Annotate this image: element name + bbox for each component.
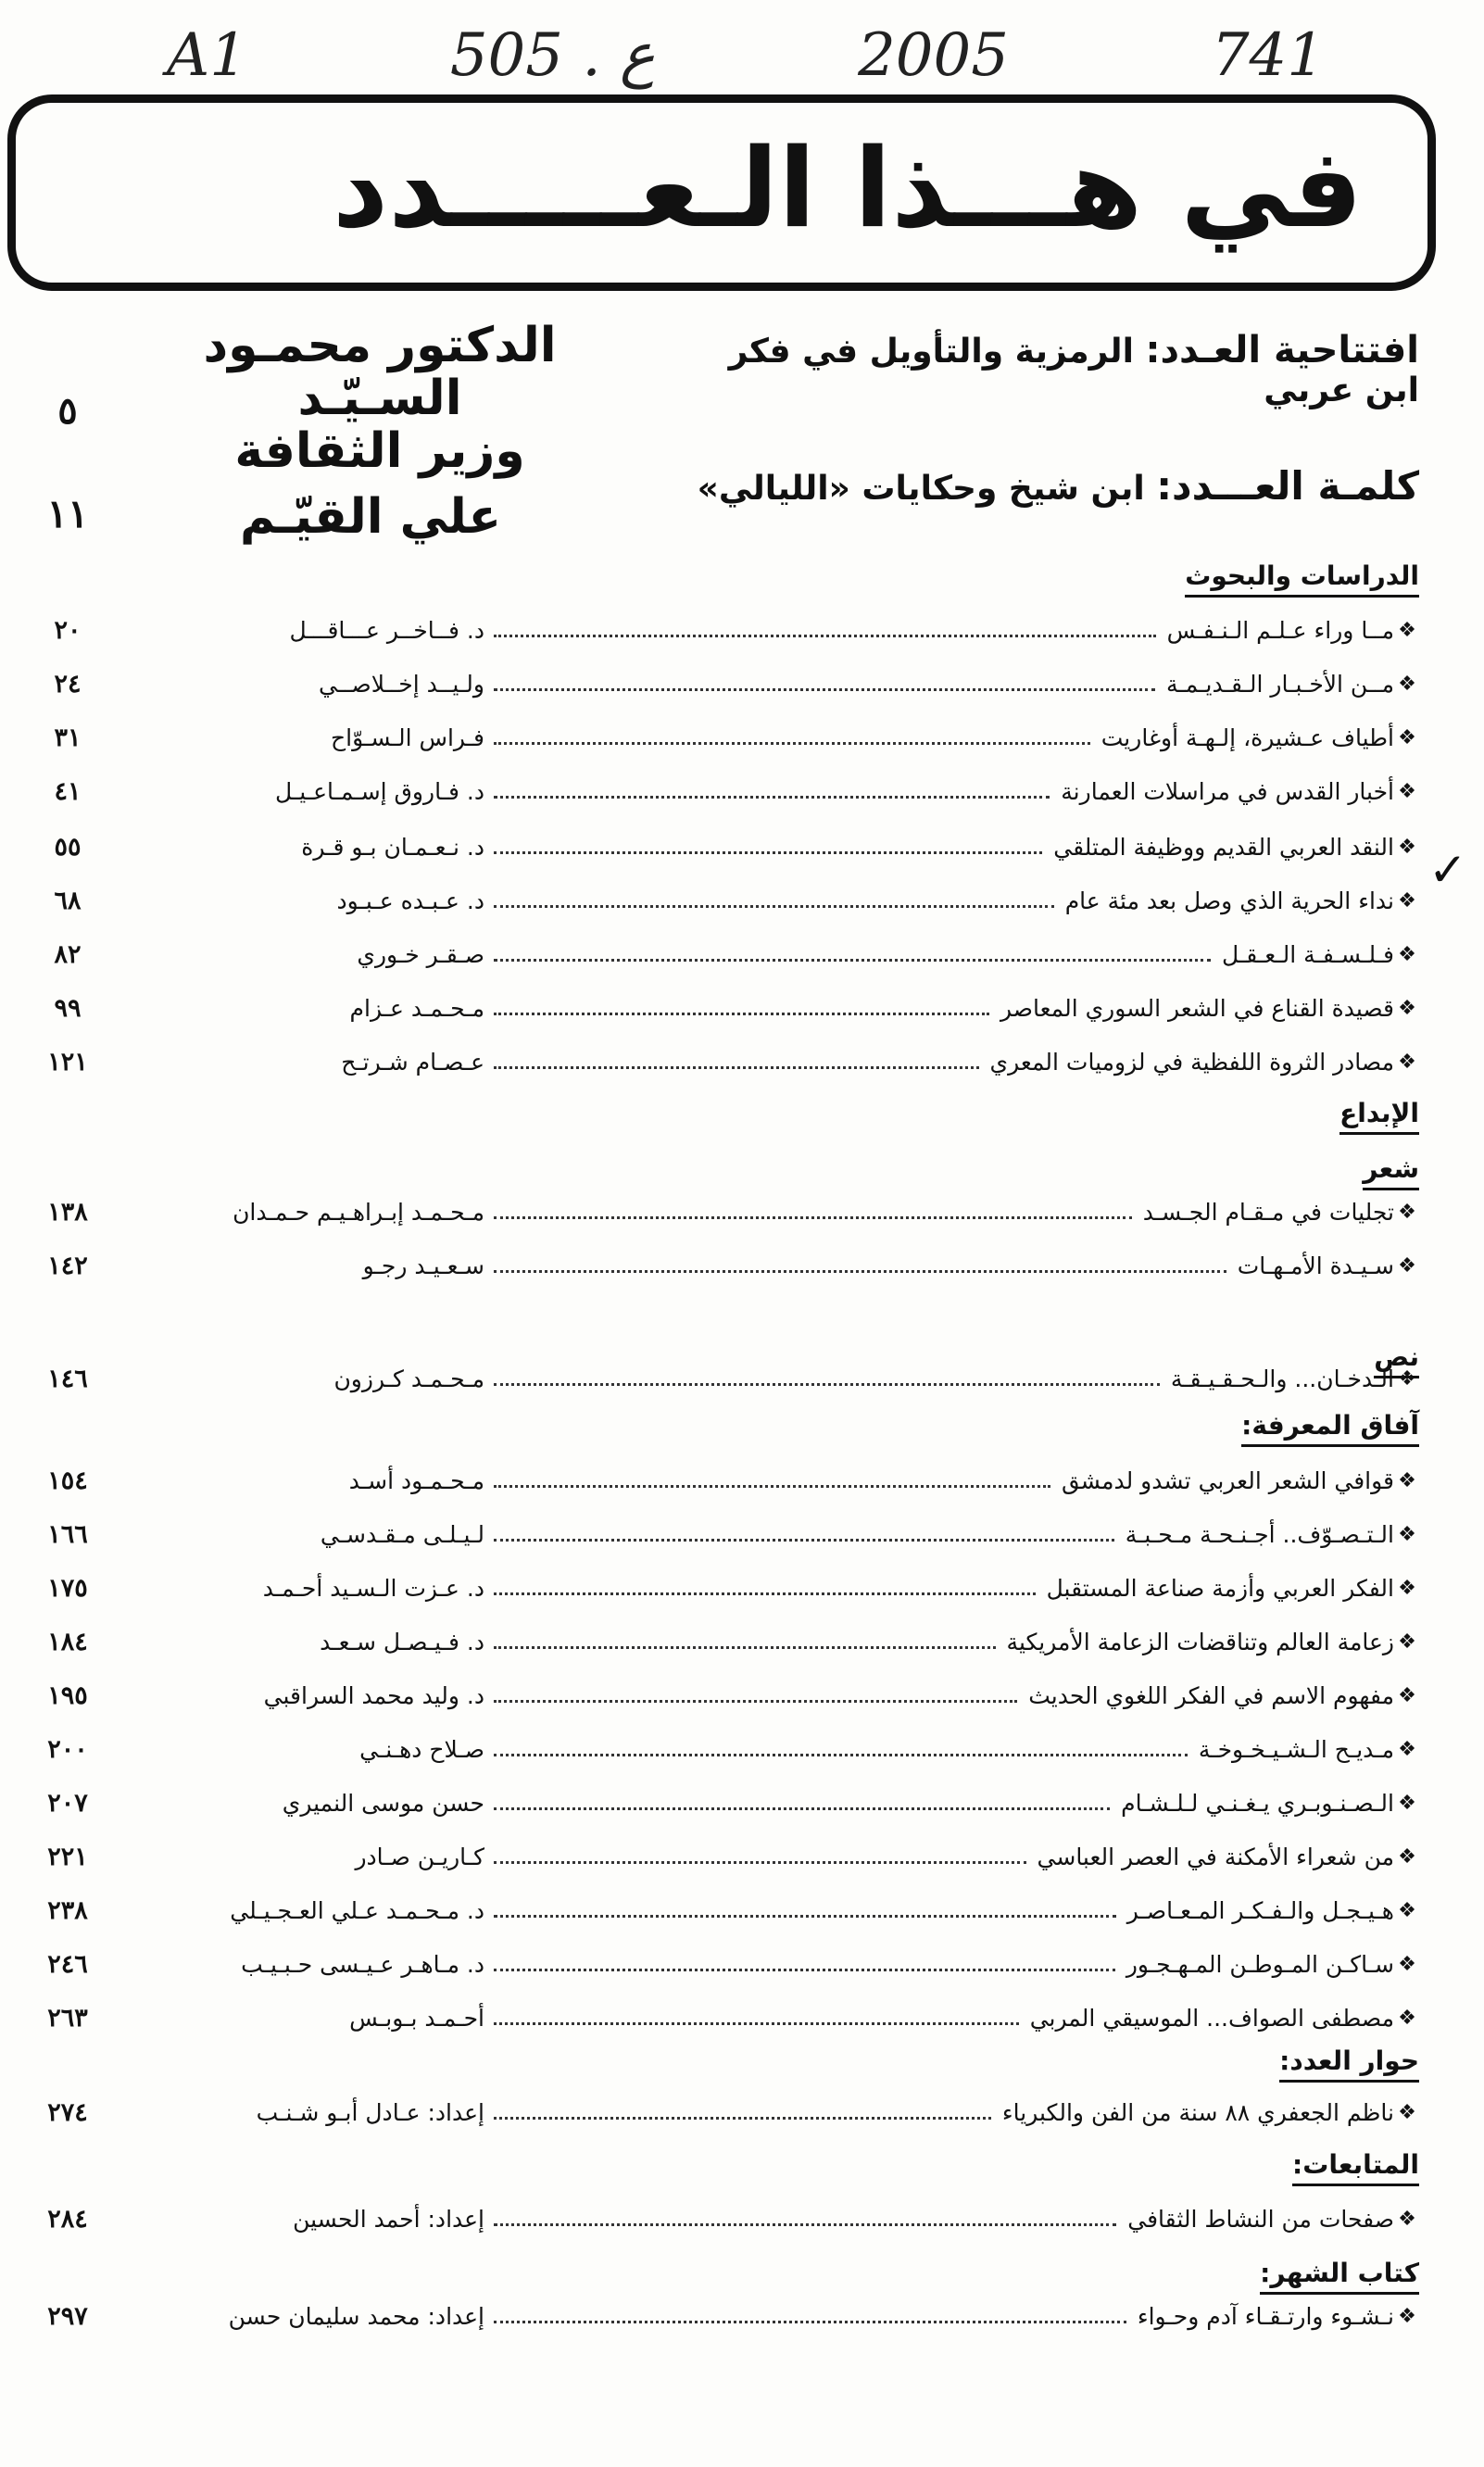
page-title: في هـــذا الـعـــــدد (332, 124, 1363, 252)
entry-page: ٢٣٨ (47, 1895, 88, 1925)
entry-author: إعداد: عـادل أبـو شـنـب (256, 2098, 484, 2126)
entry-title: من شعراء الأمكنة في العصر العباسي (1037, 1843, 1394, 1870)
entry-page: ١٩٥ (47, 1680, 88, 1710)
entry-title: مـديـح الـشـيـخـوخـة (1198, 1735, 1394, 1763)
bullet-icon: ❖ (1398, 1253, 1416, 1278)
bullet-icon: ❖ (1398, 1366, 1416, 1391)
dot-leader (494, 1646, 996, 1649)
dot-leader (494, 1754, 1188, 1756)
toc-row (26, 1040, 1420, 1083)
entry-title: هـيـجـل والـفـكـر المـعـاصـر (1126, 1896, 1394, 1924)
dot-leader (494, 1270, 1226, 1273)
bullet-icon: ❖ (1398, 1683, 1416, 1707)
entry-title: النقد العربي القديم ووظيفة المتلقي (1053, 833, 1394, 861)
hand-4: 741 (1211, 21, 1325, 90)
toc-row (26, 1889, 1420, 1932)
dot-leader (494, 1592, 1036, 1595)
entry-page: ٩٩ (54, 993, 82, 1023)
opening-page: ٥ (57, 389, 78, 433)
entry-author: د. فــاخــر عـــاقـــل (289, 616, 484, 644)
toc-row (26, 987, 1420, 1029)
entry-author: فـراس الـسـوّاح (331, 724, 484, 751)
entry-page: ٢٠٠ (47, 1734, 88, 1764)
bullet-icon: ❖ (1398, 1952, 1416, 1976)
entry-page: ١٨٤ (47, 1627, 88, 1656)
entry-title: الـتـصـوّف.. أجـنـحـة مـحـبـة (1125, 1520, 1394, 1548)
dot-leader (494, 1013, 989, 1015)
toc-row (26, 1943, 1420, 1985)
bullet-icon: ❖ (1398, 835, 1416, 859)
entry-page: ٦٨ (54, 886, 82, 915)
bullet-icon: ❖ (1398, 2100, 1416, 2124)
bullet-icon: ❖ (1398, 1522, 1416, 1546)
toc-row (26, 770, 1420, 812)
entry-title: فـلـسـفـة الـعـقـل (1222, 940, 1394, 968)
word-author: علي القيّـم (239, 489, 501, 545)
opening-label: افتتاحية العـدد: (1145, 329, 1419, 371)
entry-page: ١٧٥ (47, 1573, 88, 1603)
bullet-icon: ❖ (1398, 1630, 1416, 1654)
dot-leader (494, 1915, 1116, 1918)
dot-leader (494, 1969, 1115, 1971)
section-heading: المتابعات: (1292, 2149, 1419, 2186)
entry-page: ٢٠٧ (47, 1788, 88, 1818)
bullet-icon: ❖ (1398, 779, 1416, 803)
dot-leader (494, 796, 1050, 799)
opening-author (139, 320, 621, 479)
entry-author: مـحـمـد كـرزون (333, 1365, 484, 1392)
toc-row (26, 1357, 1420, 1400)
dot-leader (494, 1383, 1160, 1386)
entry-author: حسن موسى النميري (282, 1789, 484, 1817)
entry-author: كـاريـن صـادر (355, 1843, 484, 1870)
word-page: ١١ (46, 491, 89, 536)
toc-row (26, 2091, 1420, 2133)
checkmark-annotation: ✓ (1428, 843, 1467, 897)
entry-title: أطياف عـشيرة، إلـهـة أوغاريت (1100, 724, 1394, 751)
entry-title: ناظم الجعفري ٨٨ سنة من الفن والكبرياء (1001, 2098, 1394, 2126)
bullet-icon: ❖ (1398, 1200, 1416, 1224)
entry-title: تجليات في مـقـام الجـسـد (1142, 1198, 1394, 1226)
entry-title: زعامة العالم وتناقضات الزعامة الأمريكية (1006, 1628, 1394, 1655)
dot-leader (494, 1807, 1110, 1810)
section-heading: الدراسات والبحوث (1185, 560, 1419, 598)
bullet-icon: ❖ (1398, 1844, 1416, 1869)
entry-title: مــا وراء عـلـم الـنـفـس (1166, 616, 1394, 644)
hand-3: 2005 (858, 21, 1009, 90)
toc-row (26, 609, 1420, 651)
entry-title: مــن الأخـبـار الـقـديـمـة (1166, 670, 1394, 698)
dot-leader (494, 2022, 1019, 2025)
entry-page: ٢٦٣ (47, 2003, 88, 2033)
entry-title: مصادر الثروة اللفظية في لزوميات المعري (989, 1048, 1394, 1076)
toc-row (26, 716, 1420, 759)
bullet-icon: ❖ (1398, 2207, 1416, 2231)
entry-author: ولـيــد إخــلاصــي (319, 670, 484, 698)
entry-author: سـعـيـد رجـو (362, 1252, 484, 1279)
dot-leader (494, 905, 1054, 908)
section-heading: الإبداع (1339, 1098, 1419, 1135)
dot-leader (494, 959, 1211, 962)
entry-title: الـصـنـوبـري يـغـنـي لـلـشـام (1121, 1789, 1394, 1817)
handwritten-annotation (167, 19, 1325, 93)
entry-author: د. عـزت الـسـيد أحـمـد (262, 1574, 484, 1602)
bullet-icon: ❖ (1398, 1050, 1416, 1074)
entry-author: د. وليد محمد السراقبي (263, 1681, 484, 1709)
bullet-icon: ❖ (1398, 2006, 1416, 2030)
entry-author: صـلاح دهـنـي (359, 1735, 484, 1763)
bullet-icon: ❖ (1398, 725, 1416, 749)
opening-title: الرمزية والتأويل في فكر ابن عربي (728, 333, 1419, 409)
toc-row (26, 1996, 1420, 2039)
entry-title: سـاكـن المـوطـن المـهـجـور (1126, 1950, 1394, 1978)
bullet-icon: ❖ (1398, 1576, 1416, 1600)
toc-row (26, 1674, 1420, 1717)
entry-author: مـحـمـد عـزام (349, 994, 484, 1022)
entry-page: ٢٠ (54, 615, 82, 645)
dot-leader (494, 1066, 979, 1069)
entry-title: الفكر العربي وأزمة صناعة المستقبل (1046, 1574, 1394, 1602)
entry-author: أحـمـد بـوبـس (349, 2004, 484, 2032)
opening-entry (678, 329, 1419, 409)
entry-page: ٢٤٦ (47, 1949, 88, 1979)
entry-page: ١٢١ (47, 1047, 88, 1076)
entry-title: مفهوم الاسم في الفكر اللغوي الحديث (1028, 1681, 1394, 1709)
section-heading: نص (1374, 1341, 1419, 1378)
dot-leader (494, 1861, 1026, 1864)
bullet-icon: ❖ (1398, 1737, 1416, 1761)
section-heading: كتاب الشهر: (1260, 2258, 1419, 2295)
entry-page: ١٣٨ (47, 1197, 88, 1227)
entry-author: د. فـاروق إسـمـاعـيـل (274, 777, 484, 805)
opening-author-role: وزير الثقافة (234, 423, 525, 480)
dot-leader (494, 2321, 1126, 2323)
entry-page: ٢٨٤ (47, 2204, 88, 2234)
entry-author: صـقـر خـوري (357, 940, 484, 968)
entry-page: ١٥٤ (47, 1466, 88, 1495)
entry-author: د. مـاهـر عـيـسى حـبـيـب (241, 1950, 484, 1978)
bullet-icon: ❖ (1398, 672, 1416, 696)
word-label: كلمـة العـــدد: (1156, 463, 1419, 509)
bullet-icon: ❖ (1398, 996, 1416, 1020)
toc-row (26, 1459, 1420, 1502)
toc-row (26, 2197, 1420, 2240)
entry-author: عـصـام شـرتـح (341, 1048, 484, 1076)
entry-author: مـحـمـود أسـد (348, 1466, 484, 1494)
entry-page: ٢٧٤ (47, 2097, 88, 2127)
toc-row (26, 879, 1420, 922)
entry-page: ٤١ (54, 776, 82, 806)
bullet-icon: ❖ (1398, 1468, 1416, 1492)
bullet-icon: ❖ (1398, 888, 1416, 913)
entry-author: إعداد: أحمد الحسين (293, 2205, 484, 2233)
entry-title: قصيدة القناع في الشعر السوري المعاصر (1000, 994, 1394, 1022)
dot-leader (494, 2223, 1116, 2226)
bullet-icon: ❖ (1398, 2304, 1416, 2328)
bullet-icon: ❖ (1398, 618, 1416, 642)
entry-title: الـدخـان... والـحـقـيـقـة (1170, 1365, 1394, 1392)
toc-row (26, 933, 1420, 975)
entry-author: د. فـيـصـل سـعـد (320, 1628, 484, 1655)
entry-title: سـيـدة الأمـهـات (1237, 1252, 1394, 1279)
entry-page: ١٦٦ (47, 1519, 88, 1549)
entry-title: نداء الحرية الذي وصل بعد مئة عام (1064, 887, 1394, 914)
section-heading: آفاق المعرفة: (1241, 1410, 1419, 1447)
toc-row (26, 1513, 1420, 1555)
word-entry (678, 463, 1419, 509)
word-title: ابن شيخ وحكايات «الليالي» (697, 470, 1145, 508)
bullet-icon: ❖ (1398, 1791, 1416, 1815)
entry-title: مصطفى الصواف... الموسيقي المربي (1029, 2004, 1394, 2032)
toc-row (26, 2295, 1420, 2337)
section-heading: حوار العدد: (1279, 2045, 1419, 2083)
dot-leader (494, 1485, 1050, 1488)
hand-2: 505 . ع (449, 21, 656, 90)
header-frame (7, 94, 1436, 291)
toc-row (26, 1190, 1420, 1233)
entry-title: أخبار القدس في مراسلات العمارنة (1061, 777, 1394, 805)
dot-leader (494, 742, 1090, 745)
toc-row (26, 1567, 1420, 1609)
entry-title: نـشـوء وارتـقـاء آدم وحـواء (1137, 2302, 1394, 2330)
bullet-icon: ❖ (1398, 1898, 1416, 1922)
entry-author: د. نـعـمـان بـو قـرة (301, 833, 484, 861)
entry-author: د. مـحـمـد عـلي العـجـيـلي (230, 1896, 484, 1924)
entry-title: قوافي الشعر العربي تشدو لدمشق (1061, 1466, 1394, 1494)
entry-author: لـيـلـى مـقـدسـي (320, 1520, 484, 1548)
dot-leader (494, 688, 1155, 691)
toc-row (26, 1781, 1420, 1824)
opening-author-name: الدكتور محمـود السـيّـد (203, 318, 557, 427)
entry-author: إعداد: محمد سليمان حسن (228, 2302, 484, 2330)
entry-author: د. عـبـده عـبـود (336, 887, 484, 914)
toc-row (26, 1835, 1420, 1878)
entry-page: ١٤٦ (47, 1364, 88, 1393)
dot-leader (494, 1216, 1132, 1219)
toc-row (26, 825, 1420, 868)
dot-leader (494, 2117, 991, 2120)
section-heading: شعر (1363, 1153, 1419, 1190)
entry-page: ٨٢ (54, 939, 82, 969)
toc-row (26, 1728, 1420, 1770)
entry-page: ٢٤ (54, 669, 82, 699)
dot-leader (494, 1700, 1017, 1703)
entry-page: ٣١ (54, 723, 82, 752)
entry-author: مـحـمـد إبـراهـيـم حـمـدان (233, 1198, 484, 1226)
entry-page: ٢٢١ (47, 1842, 88, 1871)
dot-leader (494, 635, 1156, 637)
entry-page: ٥٥ (54, 832, 82, 862)
entry-page: ١٤٢ (47, 1251, 88, 1280)
hand-1: A1 (167, 21, 247, 90)
dot-leader (494, 851, 1042, 854)
toc-row (26, 1620, 1420, 1663)
entry-title: صفحات من النشاط الثقافي (1127, 2205, 1394, 2233)
entry-page: ٢٩٧ (47, 2301, 88, 2331)
dot-leader (494, 1539, 1114, 1542)
toc-row (26, 1244, 1420, 1287)
bullet-icon: ❖ (1398, 942, 1416, 966)
toc-row (26, 662, 1420, 705)
